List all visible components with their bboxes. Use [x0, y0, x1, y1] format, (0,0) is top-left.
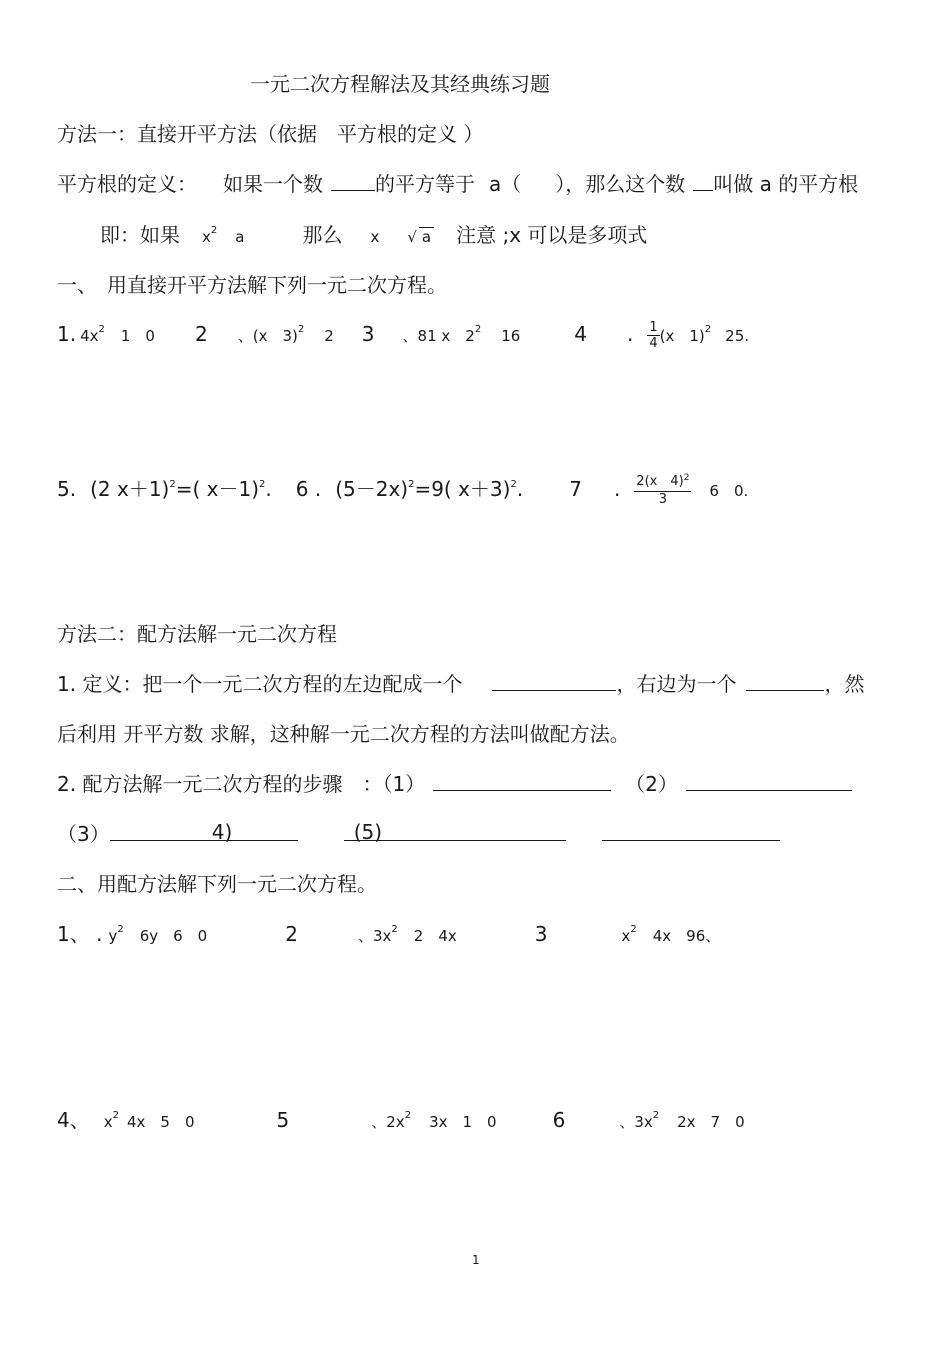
q6-sep: 、: [619, 1113, 635, 1131]
blank-4: [746, 672, 824, 691]
sqrt-radicand: a: [419, 227, 434, 246]
method2-steps-line1: [57, 772, 852, 796]
q3-sup: 2: [630, 924, 637, 935]
problem-1-rhs: 1 0: [120, 327, 155, 345]
ji-x: x: [202, 228, 211, 246]
problem-4-fraction: [647, 320, 659, 351]
q5-sep: 、: [371, 1113, 387, 1131]
ji-x2: x: [370, 228, 380, 246]
q2-label: 2: [285, 922, 298, 946]
problem-6-end: .: [516, 477, 524, 501]
q4-label: 4、: [57, 1108, 90, 1132]
definition-example: [100, 223, 647, 252]
blank-7: [110, 820, 298, 844]
blank-8: [344, 820, 566, 844]
blank-6: [686, 772, 852, 791]
section1-heading: 一、 用直接开平方法解下列一元二次方程。: [57, 273, 447, 297]
problem-1-lhs: 4x: [80, 327, 99, 345]
fraction-denominator: 3: [658, 492, 667, 507]
page-number: 1: [472, 1253, 480, 1267]
fraction-numerator-text: 2(x 4): [636, 474, 684, 489]
q6-lhs: 3x: [634, 1113, 653, 1131]
method2-steps-line2: [57, 822, 780, 846]
problems-row-3: [57, 922, 720, 951]
problem-4-sep: .: [627, 322, 634, 346]
q5-sup: 2: [404, 1110, 412, 1121]
q2-rhs: 2 4x: [413, 927, 457, 945]
steps-text-a: 2. 配方法解一元二次方程的步骤 ：（1）: [57, 772, 426, 796]
problem-5-sup: 2: [169, 479, 176, 490]
problem-3-lhs: 81 x 2: [417, 327, 475, 345]
problem-3-sup: 2: [474, 324, 482, 335]
ji-a: a: [235, 228, 245, 246]
q1-label: 1、 .: [57, 922, 103, 946]
blank-3: [492, 672, 616, 691]
problem-4-label: 4: [574, 322, 588, 346]
problem-2-rhs: 2: [324, 327, 334, 345]
problem-1-label: 1.: [57, 322, 77, 346]
ji-sup: 2: [210, 225, 218, 236]
def-label: 平方根的定义：: [57, 172, 197, 196]
step-3-label: （3）: [57, 822, 110, 846]
q1-rhs: 6y 6 0: [139, 927, 208, 945]
fraction-denominator: 4: [649, 336, 658, 351]
blank-2: [693, 172, 713, 191]
def-text-a: 如果一个数: [223, 172, 323, 196]
problem-6-label: 6 .: [295, 477, 322, 501]
problems-row-4: [57, 1108, 745, 1137]
fraction-numerator: [634, 474, 691, 492]
q6-sup: 2: [652, 1110, 660, 1121]
problem-4-lhs: (x 1): [659, 327, 705, 345]
q6-label: 6: [552, 1108, 566, 1132]
q2-sup: 2: [391, 924, 398, 935]
problem-7-rhs: 6 0.: [709, 482, 749, 500]
problem-6-sup: 2: [408, 479, 415, 490]
def1-text-a: 1. 定义：把一个一元二次方程的左边配成一个: [57, 672, 463, 696]
problem-6-rhs: =9( x＋3): [414, 477, 511, 501]
problem-5-label: 5.: [57, 477, 77, 501]
problem-3-sep: 、: [402, 327, 418, 345]
problems-row-1: [57, 320, 749, 351]
problem-5-sup2: 2: [259, 479, 266, 490]
sqrt-definition: [57, 172, 858, 196]
def1-text-b: ，右边为一个: [616, 672, 737, 696]
problem-5-end: .: [265, 477, 272, 501]
problem-2-lhs: (x 3): [252, 327, 298, 345]
problem-4-sup: 2: [704, 324, 712, 335]
q5-rhs: 3x 1 0: [429, 1113, 497, 1131]
q5-lhs: 2x: [386, 1113, 405, 1131]
problem-7-fraction: [634, 474, 691, 507]
q4-lhs: x: [103, 1113, 113, 1131]
problem-3-label: 3: [361, 322, 375, 346]
q3-label: 3: [534, 922, 548, 946]
q3-rhs: 4x 96、: [652, 927, 721, 945]
def-text-e: 叫做 a 的平方根: [713, 172, 859, 196]
problem-7-label: 7: [569, 477, 582, 501]
ji-text: 即：如果: [100, 223, 180, 247]
problem-5-lhs: (2 x＋1): [90, 477, 170, 501]
def1-text-c: ，然: [824, 672, 865, 696]
def-text-d: ），那么这个数: [555, 172, 686, 196]
method2-definition-line1: [57, 672, 864, 696]
problem-3-rhs: 16: [501, 327, 521, 345]
blank-9: [602, 822, 780, 841]
q3-lhs: x: [621, 927, 631, 945]
problem-6-sup2: 2: [510, 479, 517, 490]
def-text-c: a（: [489, 172, 522, 196]
step-5-label: (5): [353, 820, 383, 844]
page-title: 一元二次方程解法及其经典练习题: [250, 72, 550, 96]
problem-1-sup: 2: [98, 324, 105, 335]
blank-1: [331, 172, 375, 191]
q5-label: 5: [276, 1108, 290, 1132]
q4-sup: 2: [112, 1110, 119, 1121]
method1-heading: 方法一：直接开平方法（依据 平方根的定义 ）: [57, 122, 484, 146]
fraction-numerator: 1: [649, 320, 658, 335]
method2-definition-line2: 后利用 开平方数 求解，这种解一元二次方程的方法叫做配方法。: [57, 722, 630, 746]
ji-then: 那么: [302, 223, 343, 247]
problem-6-lhs: (5－2x): [335, 477, 409, 501]
problem-4-rhs: 25.: [725, 327, 750, 345]
def-text-b: 的平方等于: [375, 172, 475, 196]
problem-5-rhs: =( x－1): [175, 477, 259, 501]
q1-lhs: y: [108, 927, 118, 945]
step-4-label: 4): [211, 820, 233, 844]
steps-text-b: （2）: [625, 772, 678, 796]
q2-lhs: 3x: [372, 927, 392, 945]
q2-sep: 、: [357, 927, 373, 945]
ji-note: 注意 ;x 可以是多项式: [456, 223, 648, 247]
sqrt-icon: √ a: [407, 225, 434, 249]
method2-heading: 方法二：配方法解一元二次方程: [57, 622, 337, 646]
q1-sup: 2: [117, 924, 124, 935]
problem-7-sep: .: [613, 477, 621, 501]
problem-2-sup: 2: [297, 324, 305, 335]
problems-row-2: [57, 474, 748, 507]
fraction-numerator-sup: 2: [683, 473, 690, 483]
problem-2-sep: 、: [237, 327, 253, 345]
problem-2-label: 2: [194, 322, 208, 346]
q4-rhs: 4x 5 0: [127, 1113, 195, 1131]
blank-5: [433, 772, 611, 791]
q6-rhs: 2x 7 0: [677, 1113, 745, 1131]
section2-heading: 二、用配方法解下列一元二次方程。: [57, 872, 377, 896]
